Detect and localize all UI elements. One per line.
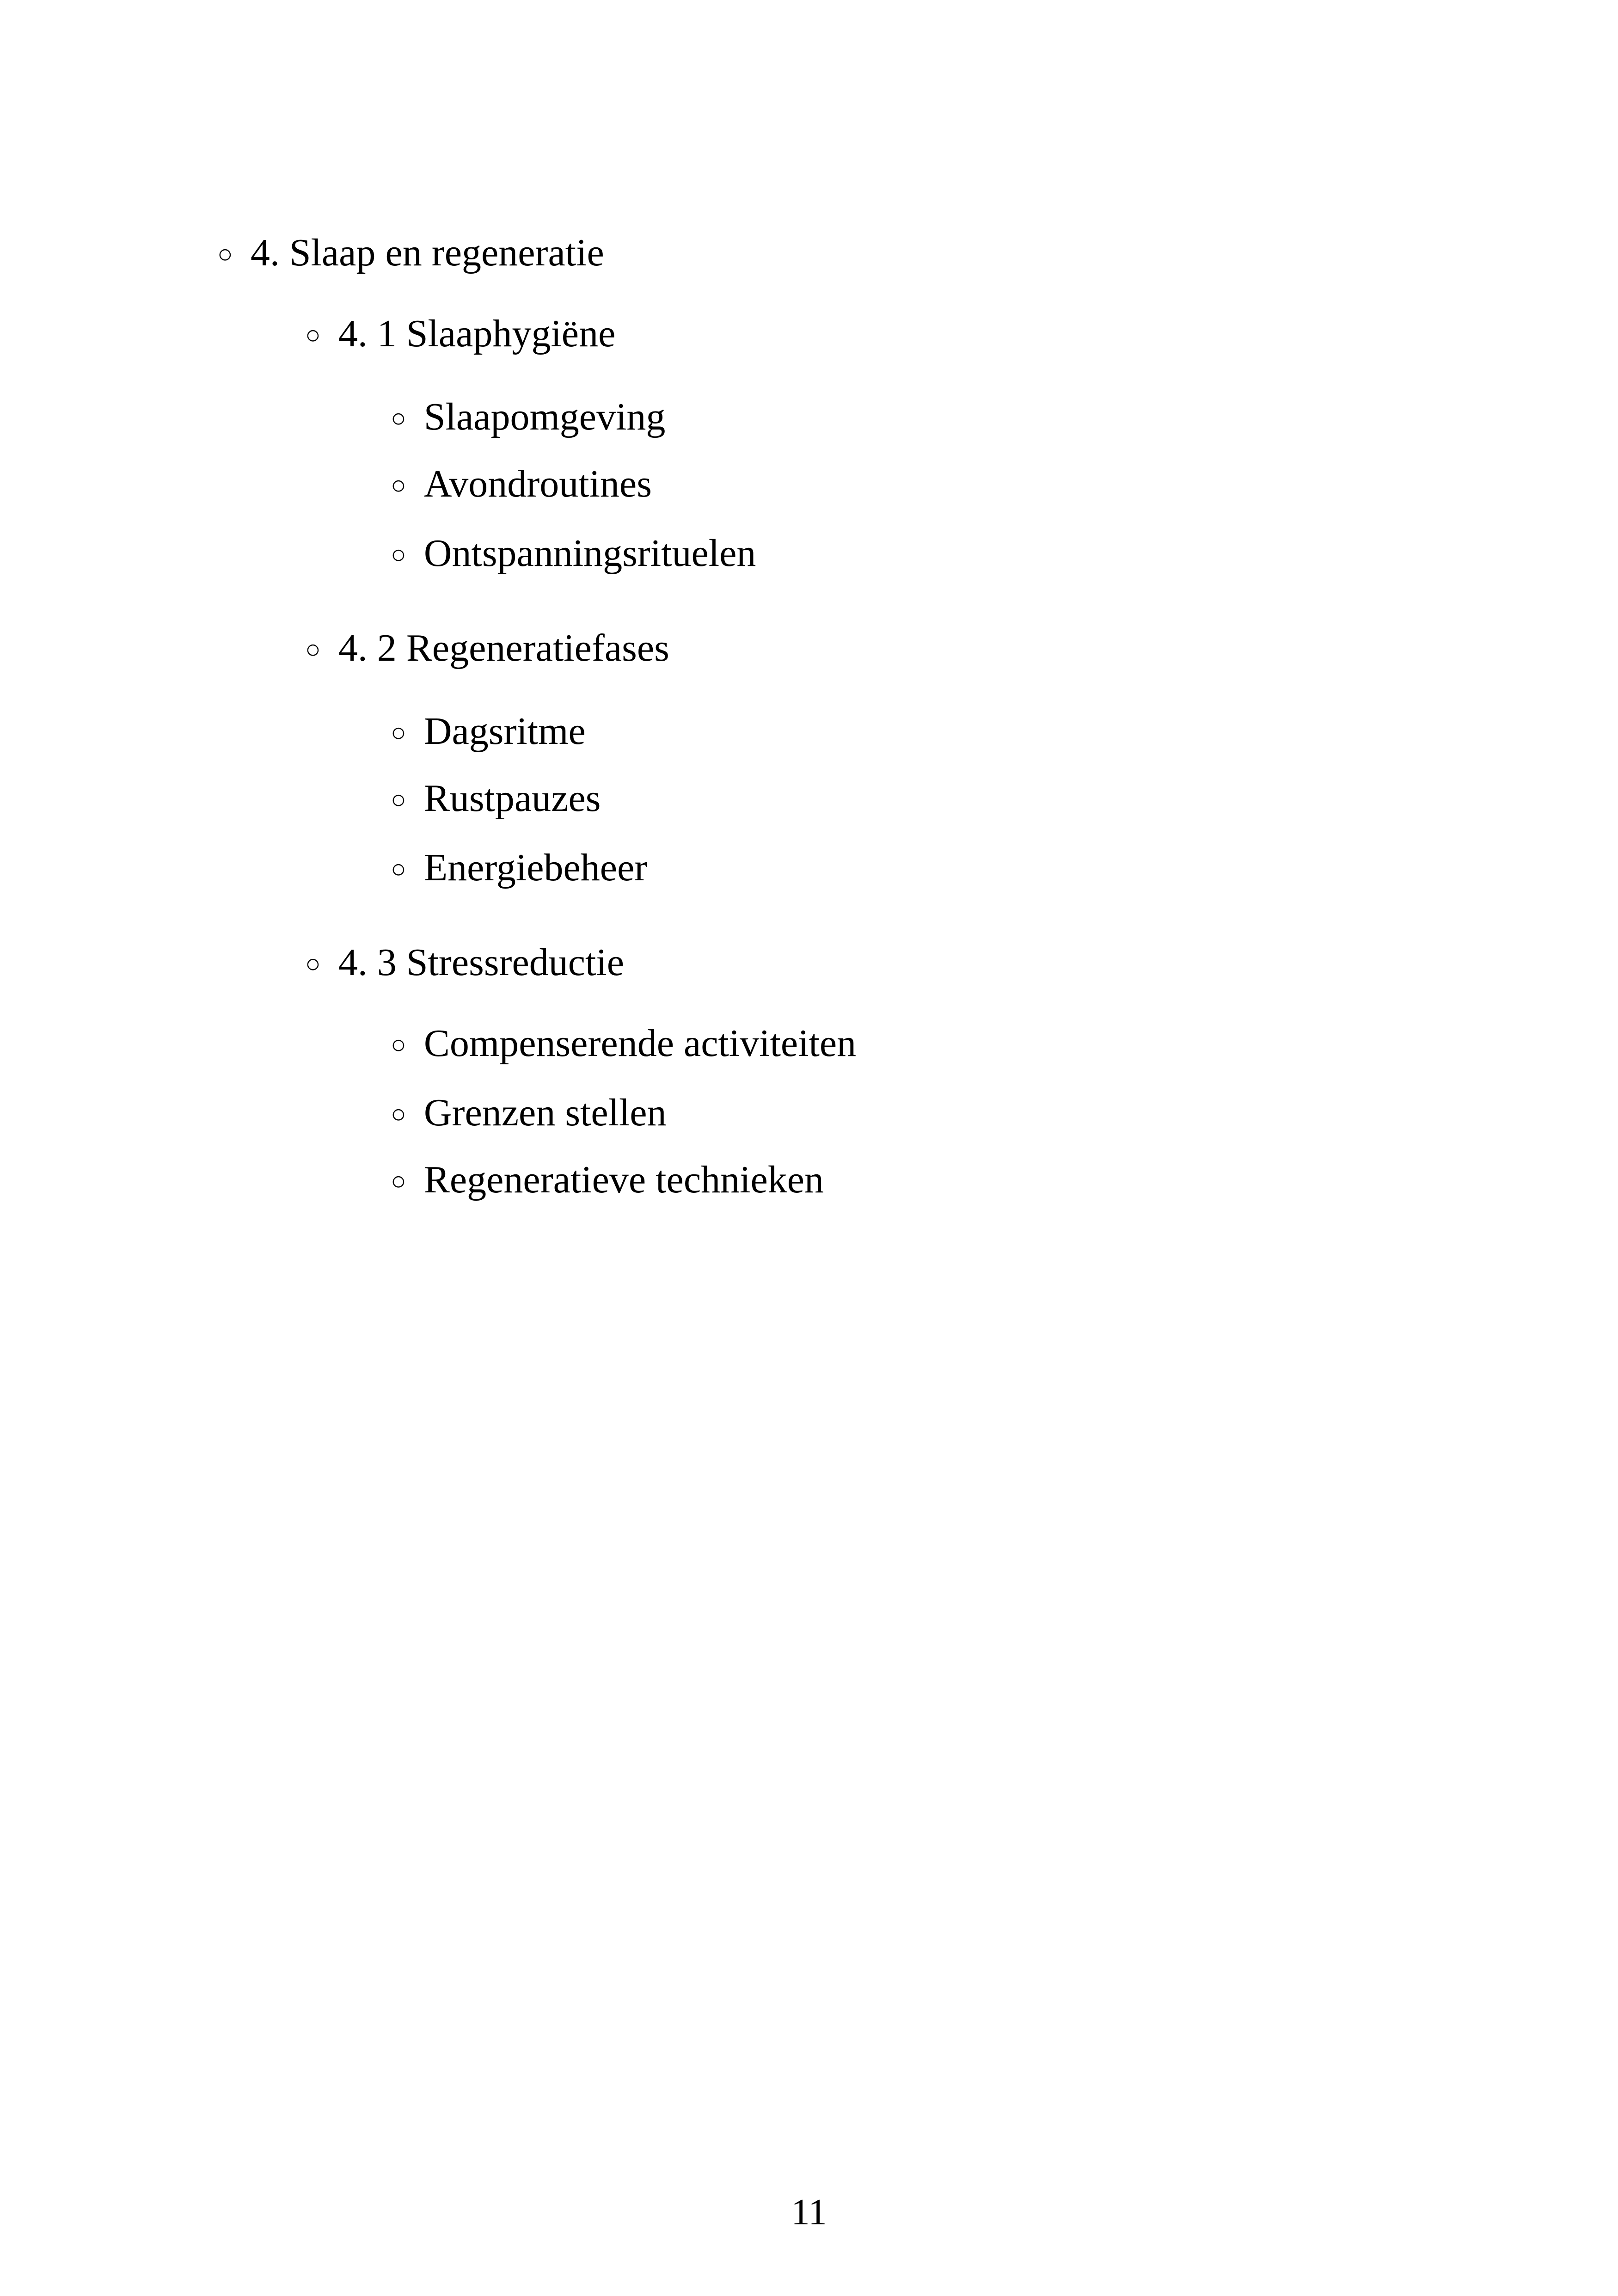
hollow-circle-bullet-icon: ○ xyxy=(391,855,406,884)
item-label: Ontspanningsrituelen xyxy=(423,532,756,575)
hollow-circle-bullet-icon: ○ xyxy=(305,635,321,664)
outline-item xyxy=(391,462,652,505)
item-label: Compenserende activiteiten xyxy=(423,1022,857,1065)
outline-item xyxy=(391,779,601,818)
section-title: 4. 2 Regeneratiefases xyxy=(338,626,669,669)
outline-item xyxy=(391,712,586,751)
outline-section xyxy=(305,314,615,353)
chapter-title: 4. Slaap en regeneratie xyxy=(250,231,604,274)
hollow-circle-bullet-icon: ○ xyxy=(391,1100,406,1129)
outline-section xyxy=(305,626,669,669)
section-title: 4. 1 Slaaphygiëne xyxy=(338,312,616,355)
outline-chapter xyxy=(217,233,604,272)
outline-item xyxy=(391,1160,824,1199)
hollow-circle-bullet-icon: ○ xyxy=(305,950,321,978)
hollow-circle-bullet-icon: ○ xyxy=(391,540,406,569)
hollow-circle-bullet-icon: ○ xyxy=(391,786,406,814)
outline-item xyxy=(391,848,647,887)
item-label: Energiebeheer xyxy=(423,846,648,889)
item-label: Avondroutines xyxy=(423,462,652,505)
outline-section xyxy=(305,943,624,982)
hollow-circle-bullet-icon: ○ xyxy=(217,240,233,269)
outline-item xyxy=(391,1024,856,1063)
outline-item xyxy=(391,534,756,573)
hollow-circle-bullet-icon: ○ xyxy=(391,718,406,747)
hollow-circle-bullet-icon: ○ xyxy=(391,404,406,433)
item-label: Regeneratieve technieken xyxy=(423,1158,824,1201)
section-title: 4. 3 Stressreductie xyxy=(338,941,625,984)
hollow-circle-bullet-icon: ○ xyxy=(391,1031,406,1059)
hollow-circle-bullet-icon: ○ xyxy=(391,1167,406,1196)
page-number: 11 xyxy=(791,2192,827,2233)
outline-item xyxy=(391,1093,667,1132)
item-label: Dagsritme xyxy=(423,710,586,753)
hollow-circle-bullet-icon: ○ xyxy=(391,471,406,500)
hollow-circle-bullet-icon: ○ xyxy=(305,321,321,350)
item-label: Slaapomgeving xyxy=(423,395,666,438)
item-label: Rustpauzes xyxy=(423,777,601,820)
outline-item xyxy=(391,395,666,438)
item-label: Grenzen stellen xyxy=(423,1091,667,1134)
